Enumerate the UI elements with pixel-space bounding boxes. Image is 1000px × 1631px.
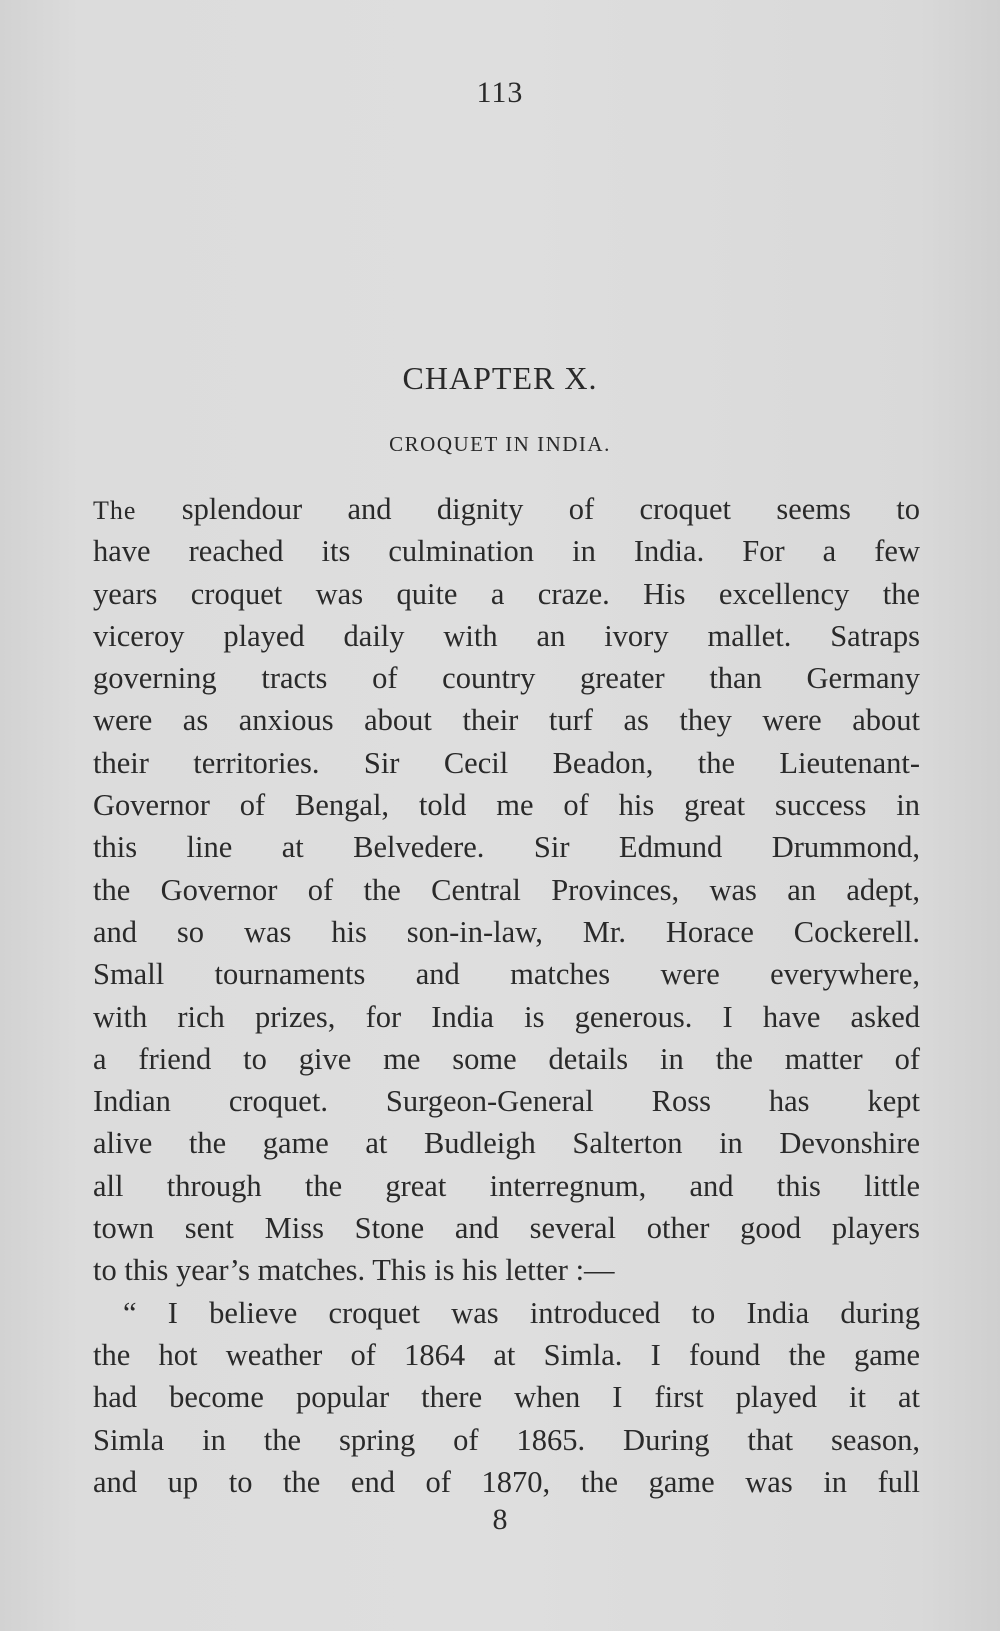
text-line-16: alive the game at Budleigh Salterton in Devonshire	[93, 1126, 920, 1161]
text-line-11: and so was his son-in-law, Mr. Horace Cockerell.	[93, 914, 920, 949]
text-line-1	[93, 488, 920, 530]
chapter-subtitle: CROQUET IN INDIA.	[389, 432, 611, 456]
signature-mark: 8	[492, 1503, 508, 1536]
text-line-4: viceroy played daily with an ivory mallet. Satraps	[93, 618, 920, 653]
text-line-6: were as anxious about their turf as they were about	[93, 703, 920, 738]
text-line-3: years croquet was quite a craze. His excellency the	[93, 576, 920, 611]
text-line-18: town sent Miss Stone and several other good players	[93, 1211, 920, 1246]
text-line-14: a friend to give me some details in the matter of	[93, 1041, 920, 1076]
body-text	[93, 488, 920, 1503]
text-line-8: Governor of Bengal, told me of his great success in	[93, 788, 920, 823]
first-word: The	[93, 496, 137, 525]
text-line-24: and up to the end of 1870, the game was in full	[93, 1464, 920, 1499]
line-1-rest: splendour and dignity of croquet seems to	[136, 492, 920, 526]
text-line-20: “ I believe croquet was introduced to India during	[123, 1295, 920, 1330]
text-line-12: Small tournaments and matches were everywhere,	[93, 957, 920, 992]
chapter-title: CHAPTER X.	[402, 360, 598, 396]
text-line-23: Simla in the spring of 1865. During that season,	[93, 1422, 920, 1457]
text-line-2: have reached its culmination in India. For a few	[93, 534, 920, 569]
text-line-13: with rich prizes, for India is generous. I have asked	[93, 999, 920, 1034]
page-number: 113	[476, 76, 524, 109]
text-line-9: this line at Belvedere. Sir Edmund Drummond,	[93, 830, 920, 865]
text-line-5: governing tracts of country greater than Germany	[93, 661, 920, 696]
text-line-19: to this year’s matches. This is his letter :—	[93, 1253, 615, 1288]
text-line-17: all through the great interregnum, and this little	[93, 1168, 920, 1203]
text-line-22: had become popular there when I first played it at	[93, 1380, 920, 1415]
text-line-21: the hot weather of 1864 at Simla. I found the game	[93, 1337, 920, 1372]
text-line-10: the Governor of the Central Provinces, was an adept,	[93, 872, 920, 907]
text-line-15: Indian croquet. Surgeon-General Ross has kept	[93, 1084, 920, 1119]
text-line-7: their territories. Sir Cecil Beadon, the Lieutenant-	[93, 745, 920, 780]
